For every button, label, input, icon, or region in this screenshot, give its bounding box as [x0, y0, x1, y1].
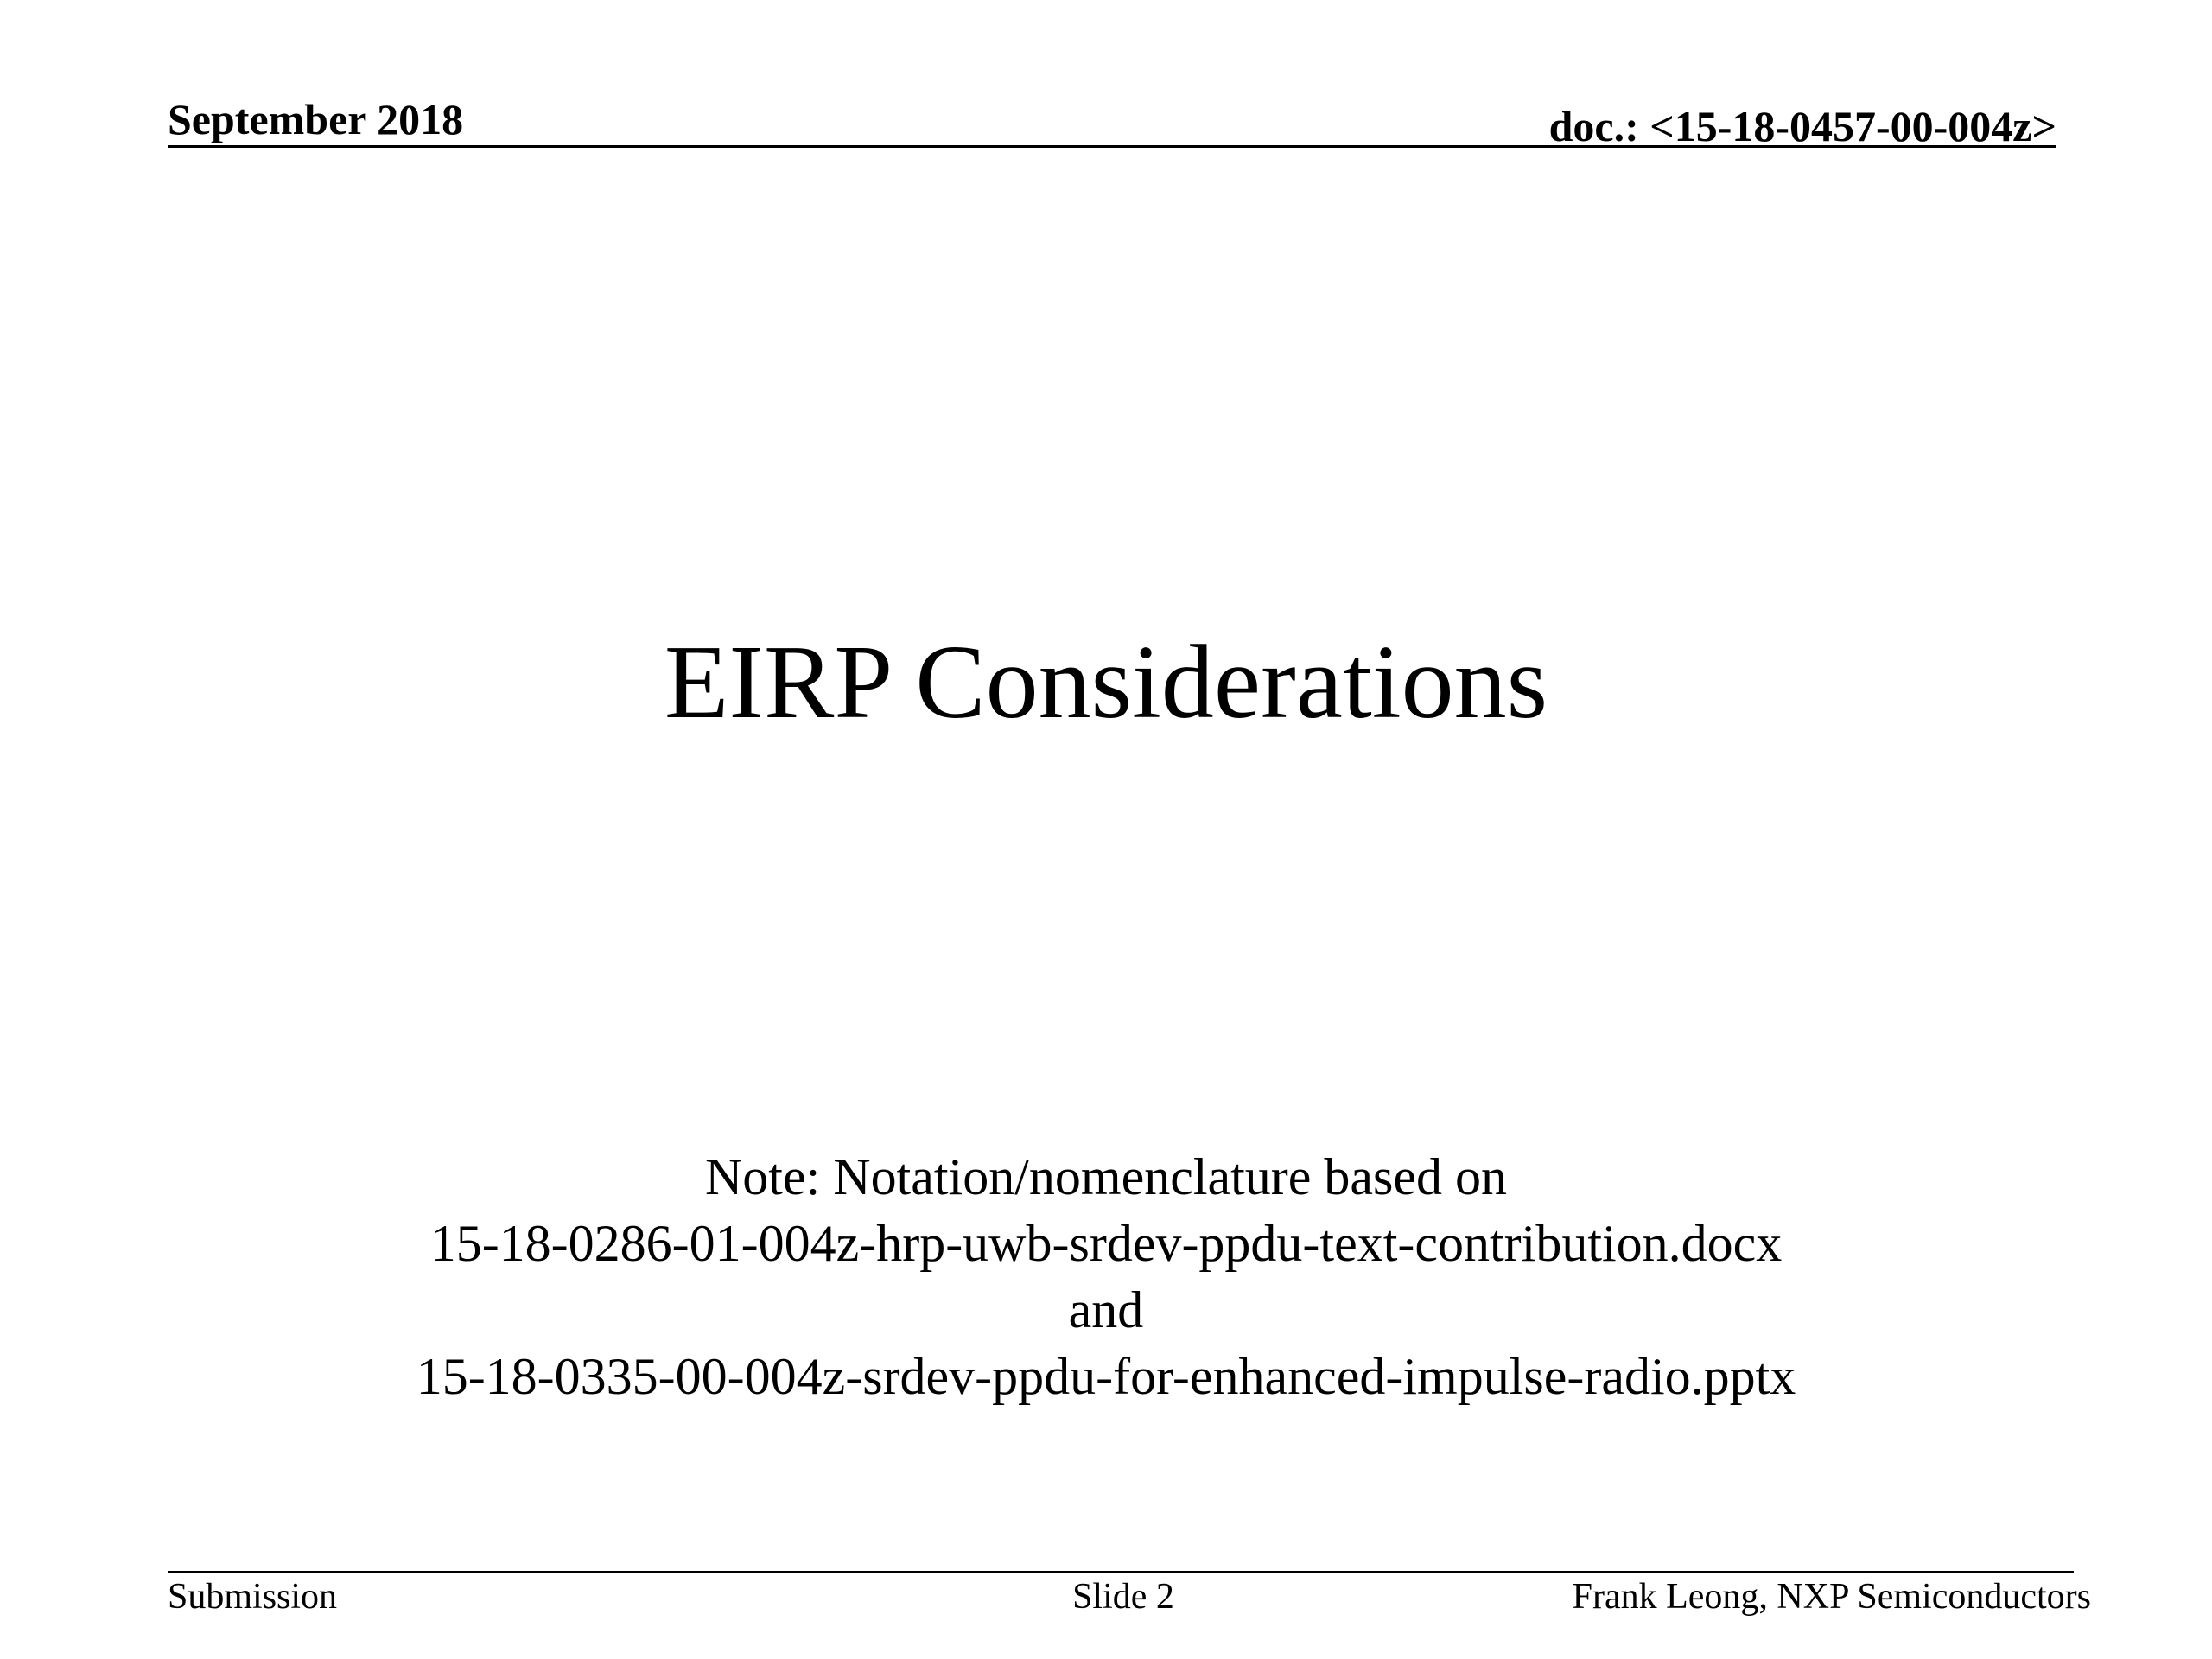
note-line: 15-18-0286-01-004z-hrp-uwb-srdev-ppdu-text-contribution.docx: [429, 1215, 1783, 1272]
slide-title: EIRP Considerations: [664, 624, 1548, 741]
footer-divider: [168, 1571, 2074, 1573]
note-line: 15-18-0335-00-004z-srdev-ppdu-for-enhanced-impulse-radio.pptx: [416, 1348, 1796, 1405]
footer-slide-number: Slide 2: [1072, 1577, 1174, 1617]
footer-author: Frank Leong, NXP Semiconductors: [1572, 1577, 2091, 1617]
footer-submission: Submission: [168, 1577, 338, 1617]
note-line: Note: Notation/nomenclature based on: [704, 1148, 1508, 1205]
note-block: [0, 1144, 2212, 1410]
note-line: and: [1068, 1281, 1144, 1338]
header-doc-id: doc.: <15-18-0457-00-004z>: [1548, 102, 2056, 150]
header-divider: [168, 145, 2056, 148]
header-date: September 2018: [168, 95, 464, 143]
